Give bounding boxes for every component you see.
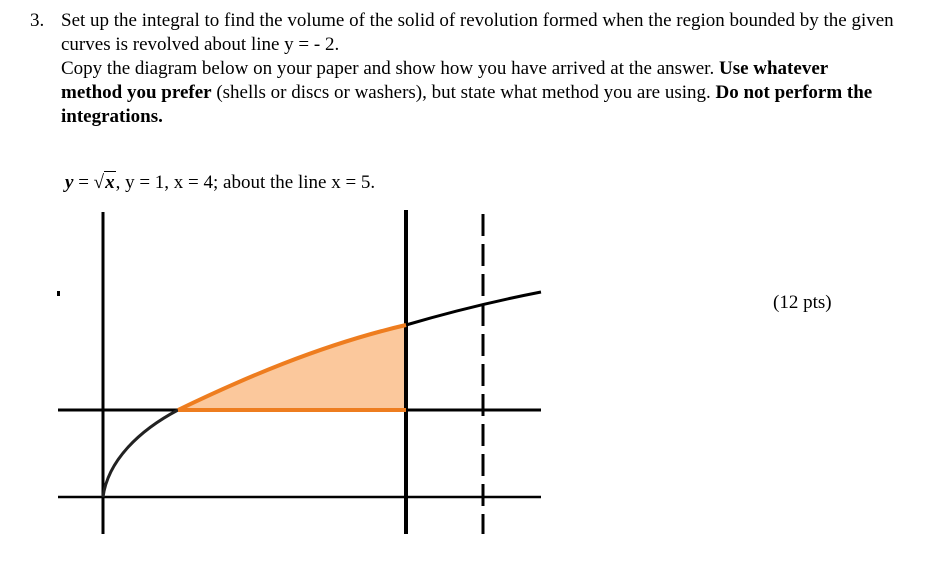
instruction-bold-2: method you prefer <box>61 82 212 103</box>
equation-equals: = <box>73 172 94 193</box>
question-number: 3. <box>30 10 45 31</box>
radical-sign: √ <box>93 172 105 193</box>
equation-rest: , y = 1, x = 4; about the line x = 5. <box>115 172 376 193</box>
points-label: (12 pts) <box>773 292 832 313</box>
question-line-2: curves is revolved about line y = - 2. <box>61 34 340 55</box>
shaded-region <box>178 325 406 410</box>
radicand: x <box>105 172 115 193</box>
method-options-text: (shells or discs or washers), but state what method you are using. <box>211 82 711 103</box>
sqrt-curve-upper <box>406 292 541 325</box>
sqrt-curve-lower <box>103 410 178 497</box>
instruction-bold-4: integrations. <box>61 106 163 127</box>
equation-lhs: y <box>65 172 74 193</box>
instruction-text: Copy the diagram below on your paper and show how you have arrived at the answer. <box>61 58 715 79</box>
instruction-bold-3: Do not perform the <box>710 82 873 103</box>
question-line-1: Set up the integral to find the volume of the solid of revolution formed when the region bounded by the given <box>61 10 894 31</box>
instruction-bold-1: Use whatever <box>714 58 829 79</box>
